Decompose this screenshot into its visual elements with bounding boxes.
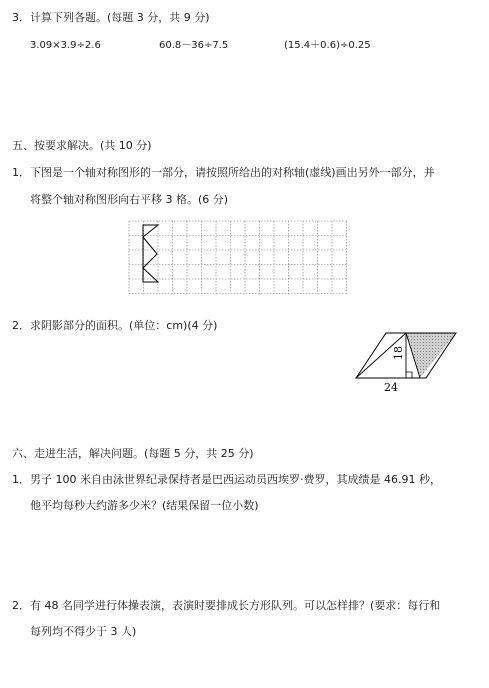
expr-3: (15.4＋0.6)÷0.25 xyxy=(284,40,371,51)
q3-title: 3．计算下列各题。(每题 3 分，共 9 分) xyxy=(12,11,210,24)
parallelogram-figure xyxy=(350,326,470,396)
s6-q2-line2: 每列均不得少于 3 人) xyxy=(30,625,137,638)
base-label: 24 xyxy=(384,381,398,394)
expr-1: 3.09×3.9÷2.6 xyxy=(30,40,101,51)
s5-q1-line2: 将整个轴对称图形向右平移 3 格。(6 分) xyxy=(30,193,229,206)
section-5-title: 五、按要求解决。(共 10 分) xyxy=(12,139,152,152)
expr-2: 60.8－36÷7.5 xyxy=(159,40,229,51)
right-angle-mark xyxy=(406,372,412,378)
dotted-grid xyxy=(129,221,347,294)
s5-q1-line1: 1．下图是一个轴对称图形的一部分，请按照所给出的对称轴(虚线)画出另外一部分，并 xyxy=(12,166,435,179)
s6-q1-line1: 1．男子 100 米自由泳世界纪录保持者是巴西运动员西埃罗·费罗，其成绩是 46.91 秒， xyxy=(12,473,441,486)
section-6-title: 六、走进生活，解决问题。(每题 5 分，共 25 分) xyxy=(12,447,254,460)
s6-q2-line1: 2．有 48 名同学进行体操表演，表演时要排成长方形队列。可以怎样排？(要求：每行和 xyxy=(12,599,441,612)
s6-q1-line2: 他平均每秒大约游多少米？(结果保留一位小数) xyxy=(30,499,259,512)
height-label: 18 xyxy=(392,346,405,360)
s5-q2-line: 2．求阴影部分的面积。(单位：cm)(4 分) xyxy=(12,319,218,332)
symmetry-grid-figure xyxy=(126,218,350,300)
half-shape xyxy=(143,225,158,282)
